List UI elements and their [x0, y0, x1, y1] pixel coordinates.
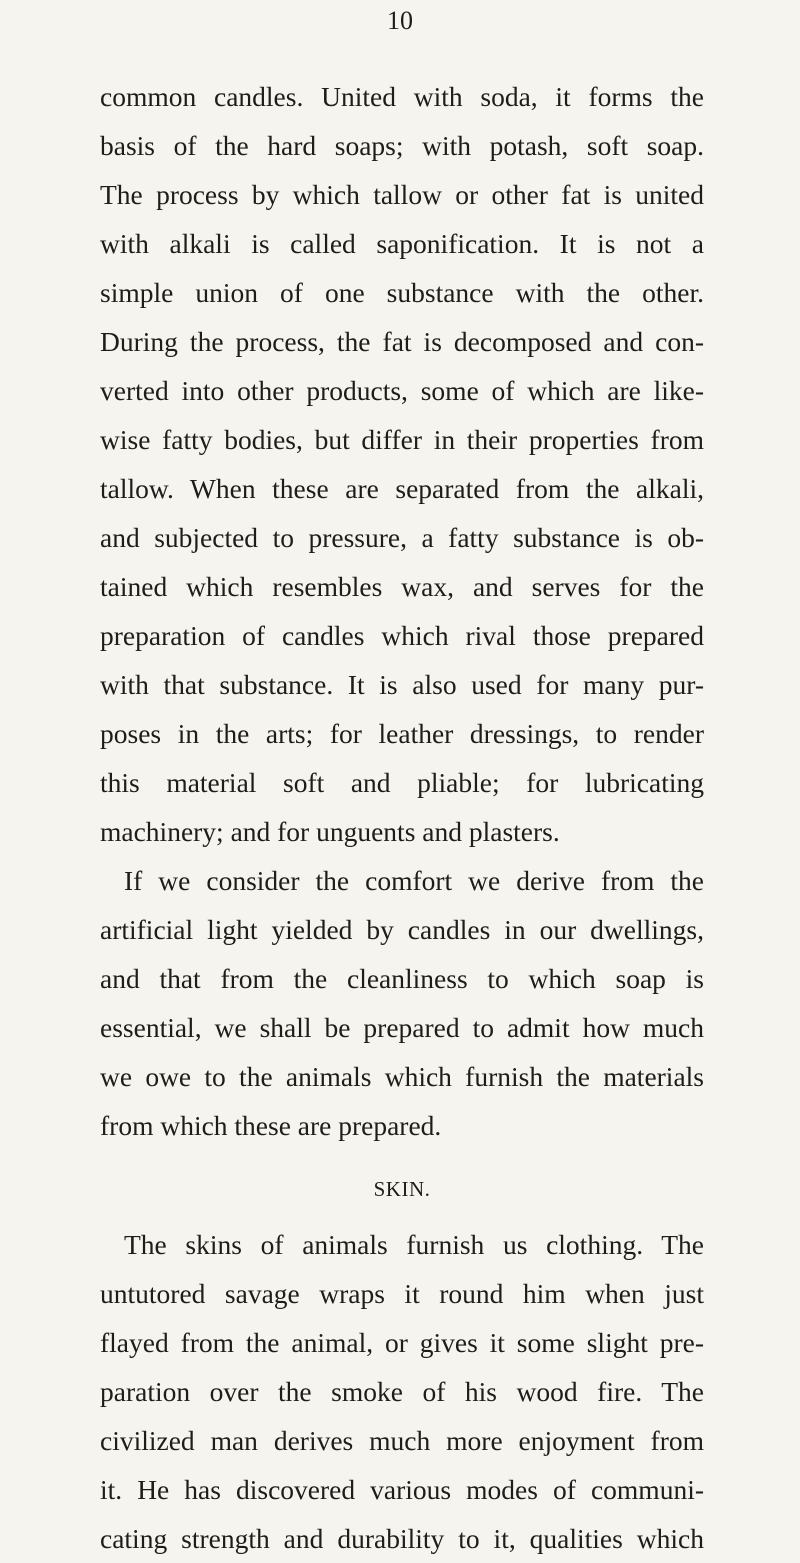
text-line: from which these are prepared. [100, 1110, 442, 1141]
text-line: If we consider the comfort we derive from the [124, 865, 704, 896]
text-line: civilized man derives much more enjoyment from [100, 1425, 704, 1456]
text-line: this material soft and pliable; for lubricating [100, 767, 704, 798]
text-line: common candles. United with soda, it forms the [100, 81, 704, 112]
paragraph-skin [100, 1220, 704, 1563]
text-line: The skins of animals furnish us clothing. The [124, 1229, 704, 1260]
section-heading: SKIN. [373, 1177, 431, 1201]
text-line: basis of the hard soaps; with potash, soft soap. [100, 130, 704, 161]
text-line: it. He has discovered various modes of communi- [100, 1474, 704, 1505]
page-number: 10 [387, 6, 413, 35]
text-line: we owe to the animals which furnish the materials [100, 1061, 704, 1092]
text-line: with alkali is called saponification. It is not a [100, 228, 704, 259]
text-line: with that substance. It is also used for many pur- [100, 669, 704, 700]
paragraph-comfort [100, 856, 704, 1150]
text-line: cating strength and durability to it, qualities which [100, 1523, 704, 1554]
text-line: flayed from the animal, or gives it some slight pre- [100, 1327, 704, 1358]
text-line: simple union of one substance with the other. [100, 277, 704, 308]
paragraph-candles-soap [100, 72, 704, 856]
text-line: and that from the cleanliness to which soap is [100, 963, 704, 994]
text-line: and subjected to pressure, a fatty substance is ob- [100, 522, 704, 553]
text-line: essential, we shall be prepared to admit how much [100, 1012, 704, 1043]
text-line: poses in the arts; for leather dressings, to render [100, 718, 704, 749]
text-line: wise fatty bodies, but differ in their properties from [100, 424, 704, 455]
text-line: tained which resembles wax, and serves for the [100, 571, 704, 602]
text-line: During the process, the fat is decomposed and con- [100, 326, 704, 357]
text-line: The process by which tallow or other fat is united [100, 179, 704, 210]
text-line: tallow. When these are separated from the alkali, [100, 473, 704, 504]
text-line: preparation of candles which rival those prepared [100, 620, 704, 651]
text-line: machinery; and for unguents and plasters. [100, 816, 560, 847]
text-line: paration over the smoke of his wood fire. The [100, 1376, 704, 1407]
text-line: untutored savage wraps it round him when just [100, 1278, 704, 1309]
body-text [100, 72, 704, 1563]
text-line: artificial light yielded by candles in our dwellings, [100, 914, 704, 945]
text-line: verted into other products, some of which are like- [100, 375, 704, 406]
